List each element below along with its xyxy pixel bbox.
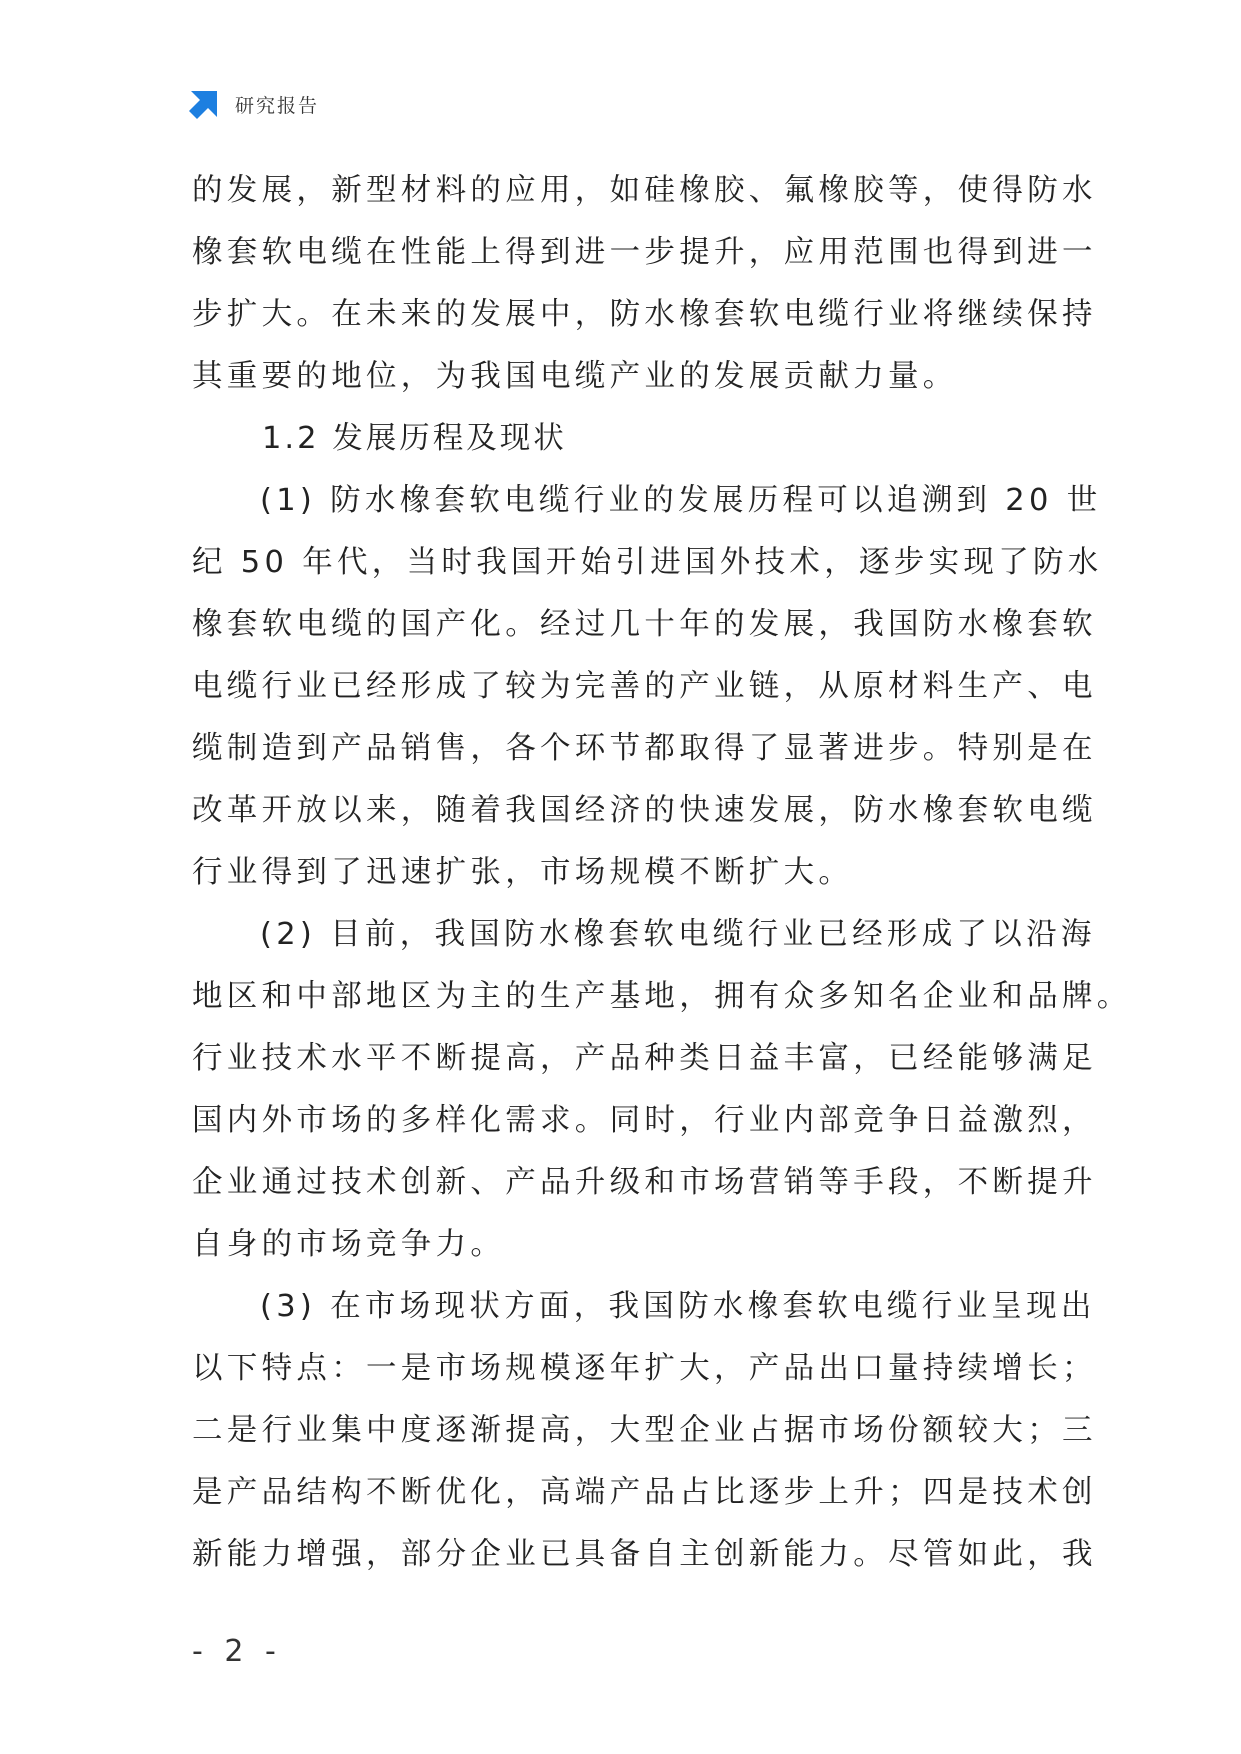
report-header [187,86,319,122]
text-line: 二是行业集中度逐渐提高，大型企业占据市场份额较大；三 [192,1413,1097,1448]
text-line: 改革开放以来，随着我国经济的快速发展，防水橡套软电缆 [192,793,1097,828]
text-line: 橡套软电缆的国产化。经过几十年的发展，我国防水橡套软 [192,607,1097,642]
text-line: (1) 防水橡套软电缆行业的发展历程可以追溯到 20 世 [260,483,1102,518]
text-line: 以下特点：一是市场规模逐年扩大，产品出口量持续增长； [192,1351,1097,1386]
text-line: 其重要的地位，为我国电缆产业的发展贡献力量。 [192,359,958,394]
text-line: 纪 50 年代，当时我国开始引进国外技术，逐步实现了防水 [192,545,1103,580]
text-line: 橡套软电缆在性能上得到进一步提升，应用范围也得到进一 [192,235,1097,270]
text-line: 行业技术水平不断提高，产品种类日益丰富，已经能够满足 [192,1041,1097,1076]
text-line: 行业得到了迅速扩张，市场规模不断扩大。 [192,855,854,890]
text-line: 缆制造到产品销售，各个环节都取得了显著进步。特别是在 [192,731,1097,766]
section-heading: 1.2 发展历程及现状 [262,421,567,456]
text-line: (2) 目前，我国防水橡套软电缆行业已经形成了以沿海 [260,917,1096,952]
text-line: 地区和中部地区为主的生产基地，拥有众多知名企业和品牌。 [192,979,1132,1014]
text-line: 步扩大。在未来的发展中，防水橡套软电缆行业将继续保持 [192,297,1097,332]
body-text [192,160,1132,1586]
text-line: (3) 在市场现状方面，我国防水橡套软电缆行业呈现出 [260,1289,1096,1324]
text-line: 的发展，新型材料的应用，如硅橡胶、氟橡胶等，使得防水 [192,173,1097,208]
text-line: 是产品结构不断优化，高端产品占比逐步上升；四是技术创 [192,1475,1097,1510]
text-line: 自身的市场竞争力。 [192,1227,506,1262]
text-line: 国内外市场的多样化需求。同时，行业内部竞争日益激烈， [192,1103,1097,1138]
text-line: 电缆行业已经形成了较为完善的产业链，从原材料生产、电 [192,669,1097,704]
text-line: 新能力增强，部分企业已具备自主创新能力。尽管如此，我 [192,1537,1097,1572]
arrow-up-right-icon [187,87,221,121]
text-line: 企业通过技术创新、产品升级和市场营销等手段，不断提升 [192,1165,1097,1200]
page-number: - 2 - [192,1634,282,1669]
header-title: 研究报告 [235,94,320,117]
